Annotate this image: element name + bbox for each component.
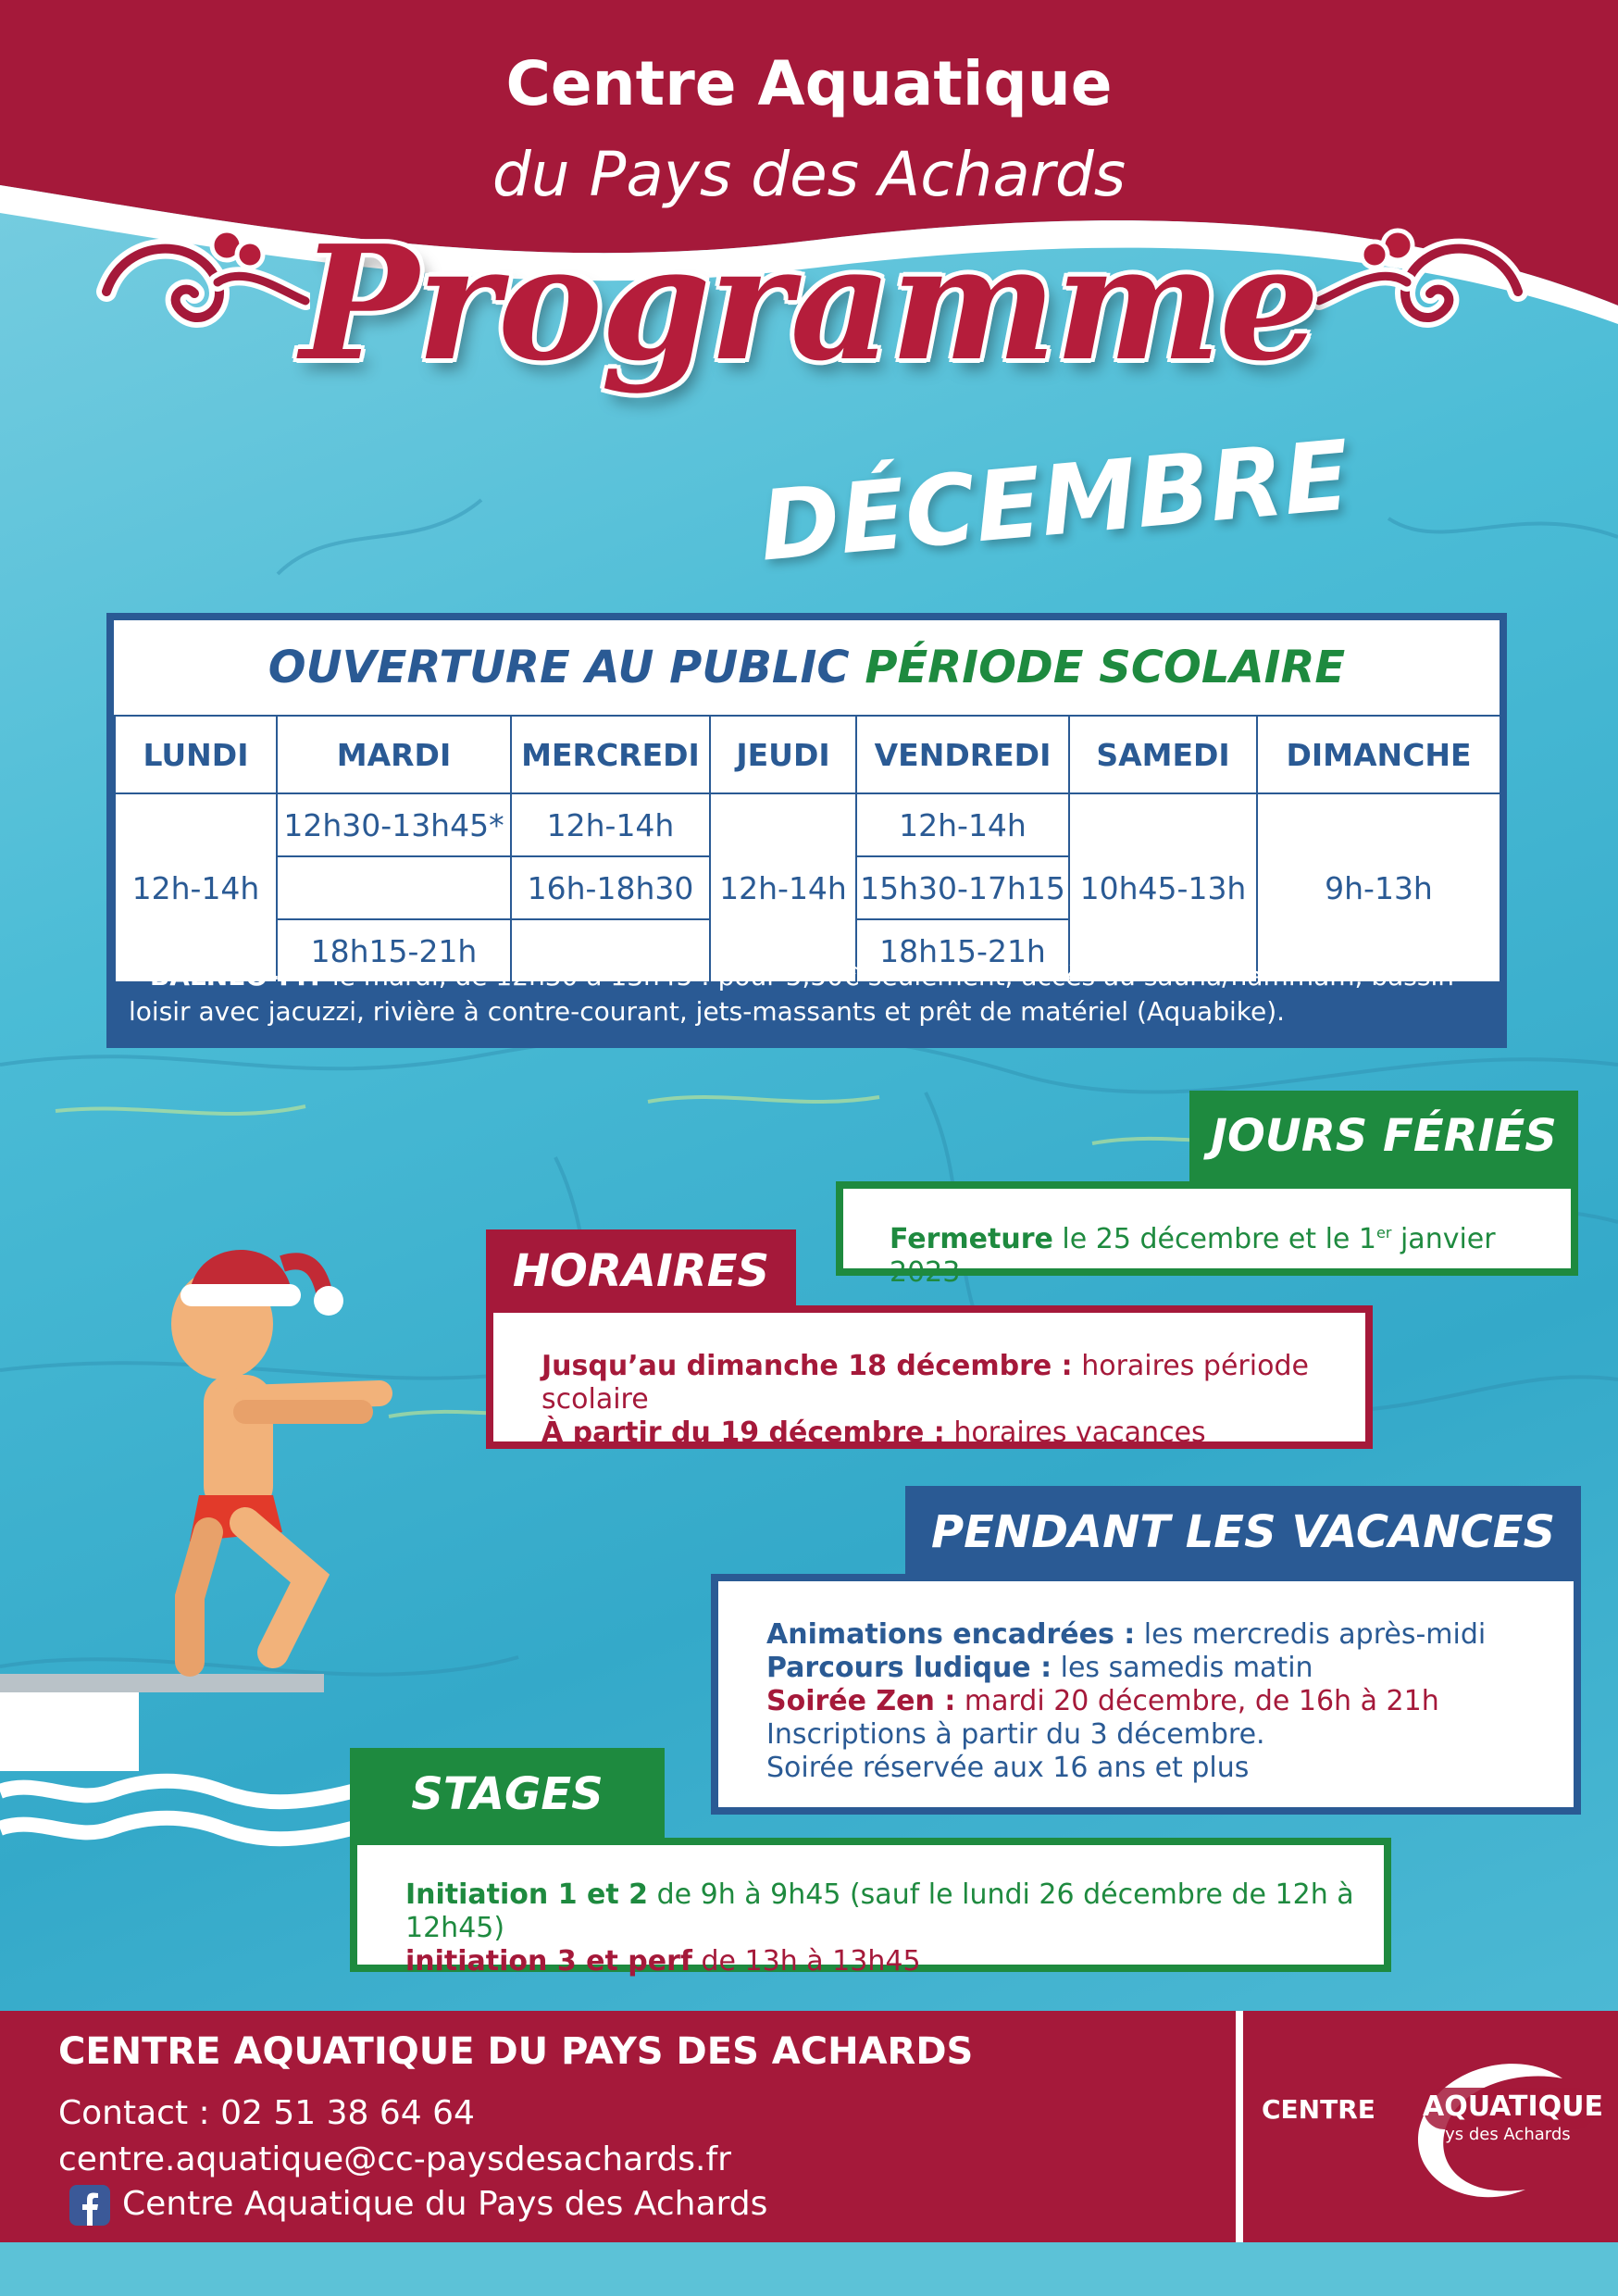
mardi-slot: 18h15-21h bbox=[277, 919, 511, 982]
note-line2: loisir avec jacuzzi, rivière à contre-courant, jets-massants et prêt de matériel (Aquabike). bbox=[129, 996, 1286, 1027]
diving-board-waves bbox=[0, 1648, 389, 1870]
horaires-line2-bold: À partir du 19 décembre : bbox=[541, 1416, 945, 1449]
mercredi-slot: 16h-18h30 bbox=[511, 856, 710, 919]
footer-bottom-strip bbox=[0, 2242, 1618, 2296]
jeudi-hours: 12h-14h bbox=[710, 793, 856, 982]
jours-feries-text2: janvier 2023 bbox=[890, 1223, 1496, 1289]
schedule-title-part1: OUVERTURE AU PUBLIC bbox=[268, 642, 865, 693]
stages-text bbox=[405, 1878, 1384, 1978]
dimanche-hours: 9h-13h bbox=[1257, 793, 1500, 982]
footer-divider bbox=[1236, 2011, 1243, 2242]
stages-l2-text: de 13h à 13h45 bbox=[691, 1945, 921, 1978]
stages-l1-text: de 9h à 9h45 (sauf le lundi 26 décembre de 12h à 12h45) bbox=[405, 1878, 1354, 1944]
day-header: JEUDI bbox=[710, 716, 856, 793]
vendredi-slot: 15h30-17h15 bbox=[856, 856, 1069, 919]
day-header: MERCREDI bbox=[511, 716, 710, 793]
footer-contact: Contact : 02 51 38 64 64 bbox=[58, 2094, 475, 2132]
swimmer-santa-hat-illustration bbox=[134, 1227, 440, 1680]
day-header: VENDREDI bbox=[856, 716, 1069, 793]
note-line1: le mardi, de 12h30 à 13h45 : pour 5,50€ seulement, accès au sauna/hammam, bassin bbox=[323, 961, 1454, 992]
note-prefix: * bbox=[129, 961, 150, 992]
footer-facebook[interactable]: Centre Aquatique du Pays des Achards bbox=[122, 2185, 768, 2223]
vacances-text bbox=[766, 1618, 1486, 1785]
jours-feries-tab: JOURS FÉRIÉS bbox=[1189, 1091, 1578, 1181]
vacances-box bbox=[711, 1574, 1581, 1815]
schedule-table bbox=[114, 715, 1501, 983]
vacances-l3-bold: Soirée Zen : bbox=[766, 1685, 956, 1717]
vacances-l1-bold: Animations encadrées : bbox=[766, 1618, 1136, 1651]
schedule-title-part2: PÉRIODE SCOLAIRE bbox=[865, 642, 1346, 693]
horaires-line2-text: horaires vacances bbox=[944, 1416, 1206, 1449]
mercredi-slot: 12h-14h bbox=[511, 793, 710, 856]
lundi-hours: 12h-14h bbox=[115, 793, 277, 982]
logo-subtitle: Pays des Achards bbox=[1425, 2125, 1571, 2144]
vacances-l3-text: mardi 20 décembre, de 16h à 21h bbox=[955, 1685, 1439, 1717]
day-header: LUNDI bbox=[115, 716, 277, 793]
vacances-l2-text: les samedis matin bbox=[1052, 1652, 1313, 1684]
stages-l2-bold: initiation 3 et perf bbox=[405, 1945, 692, 1978]
horaires-text bbox=[541, 1350, 1365, 1450]
logo-centre: CENTRE bbox=[1262, 2094, 1375, 2125]
horaires-box bbox=[486, 1305, 1373, 1449]
jours-feries-text bbox=[890, 1217, 1571, 1290]
stages-tab: STAGES bbox=[350, 1748, 665, 1841]
site-title-line1: Centre Aquatique bbox=[505, 48, 1113, 119]
samedi-hours: 10h45-13h bbox=[1069, 793, 1257, 982]
footer-title: CENTRE AQUATIQUE DU PAYS DES ACHARDS bbox=[58, 2030, 974, 2073]
table-row bbox=[115, 793, 1500, 856]
facebook-icon[interactable] bbox=[69, 2185, 110, 2226]
jours-feries-sup: er bbox=[1376, 1224, 1392, 1242]
mardi-slot: 12h30-13h45* bbox=[277, 793, 511, 856]
logo-aquatique: AQUATIQUE bbox=[1423, 2090, 1604, 2123]
stages-box bbox=[350, 1838, 1391, 1978]
stages-l1-bold: Initiation 1 et 2 bbox=[405, 1878, 649, 1911]
day-header: SAMEDI bbox=[1069, 716, 1257, 793]
jours-feries-bold: Fermeture bbox=[890, 1223, 1053, 1255]
day-header: DIMANCHE bbox=[1257, 716, 1500, 793]
schedule-title bbox=[114, 620, 1500, 715]
table-header-row bbox=[115, 716, 1500, 793]
note-bold: BALNÉO-FIT bbox=[149, 961, 324, 992]
site-title-line2: du Pays des Achards bbox=[492, 139, 1126, 210]
programme-heading: Programme bbox=[300, 211, 1318, 396]
footer-email[interactable]: centre.aquatique@cc-paysdesachards.fr bbox=[58, 2140, 731, 2178]
vendredi-slot: 18h15-21h bbox=[856, 919, 1069, 982]
vacances-l4-text: Inscriptions à partir du 3 décembre. bbox=[766, 1718, 1265, 1751]
vendredi-slot: 12h-14h bbox=[856, 793, 1069, 856]
horaires-line1-text: horaires période scolaire bbox=[541, 1350, 1309, 1416]
jours-feries-box bbox=[836, 1181, 1578, 1289]
month-heading: DÉCEMBRE bbox=[754, 418, 1354, 583]
vacances-l5-text: Soirée réservée aux 16 ans et plus bbox=[766, 1752, 1250, 1784]
horaires-line1-bold: Jusqu’au dimanche 18 décembre : bbox=[541, 1350, 1073, 1382]
jours-feries-text1: le 25 décembre et le 1 bbox=[1052, 1223, 1377, 1255]
balneo-fit-note bbox=[129, 959, 1489, 1029]
vacances-l2-bold: Parcours ludique : bbox=[766, 1652, 1052, 1684]
schedule-panel bbox=[106, 613, 1507, 1048]
vacances-l1-text: les mercredis après-midi bbox=[1135, 1618, 1487, 1651]
mardi-slot bbox=[277, 856, 511, 919]
horaires-tab: HORAIRES bbox=[486, 1229, 796, 1313]
day-header: MARDI bbox=[277, 716, 511, 793]
vacances-tab: PENDANT LES VACANCES bbox=[905, 1486, 1581, 1578]
